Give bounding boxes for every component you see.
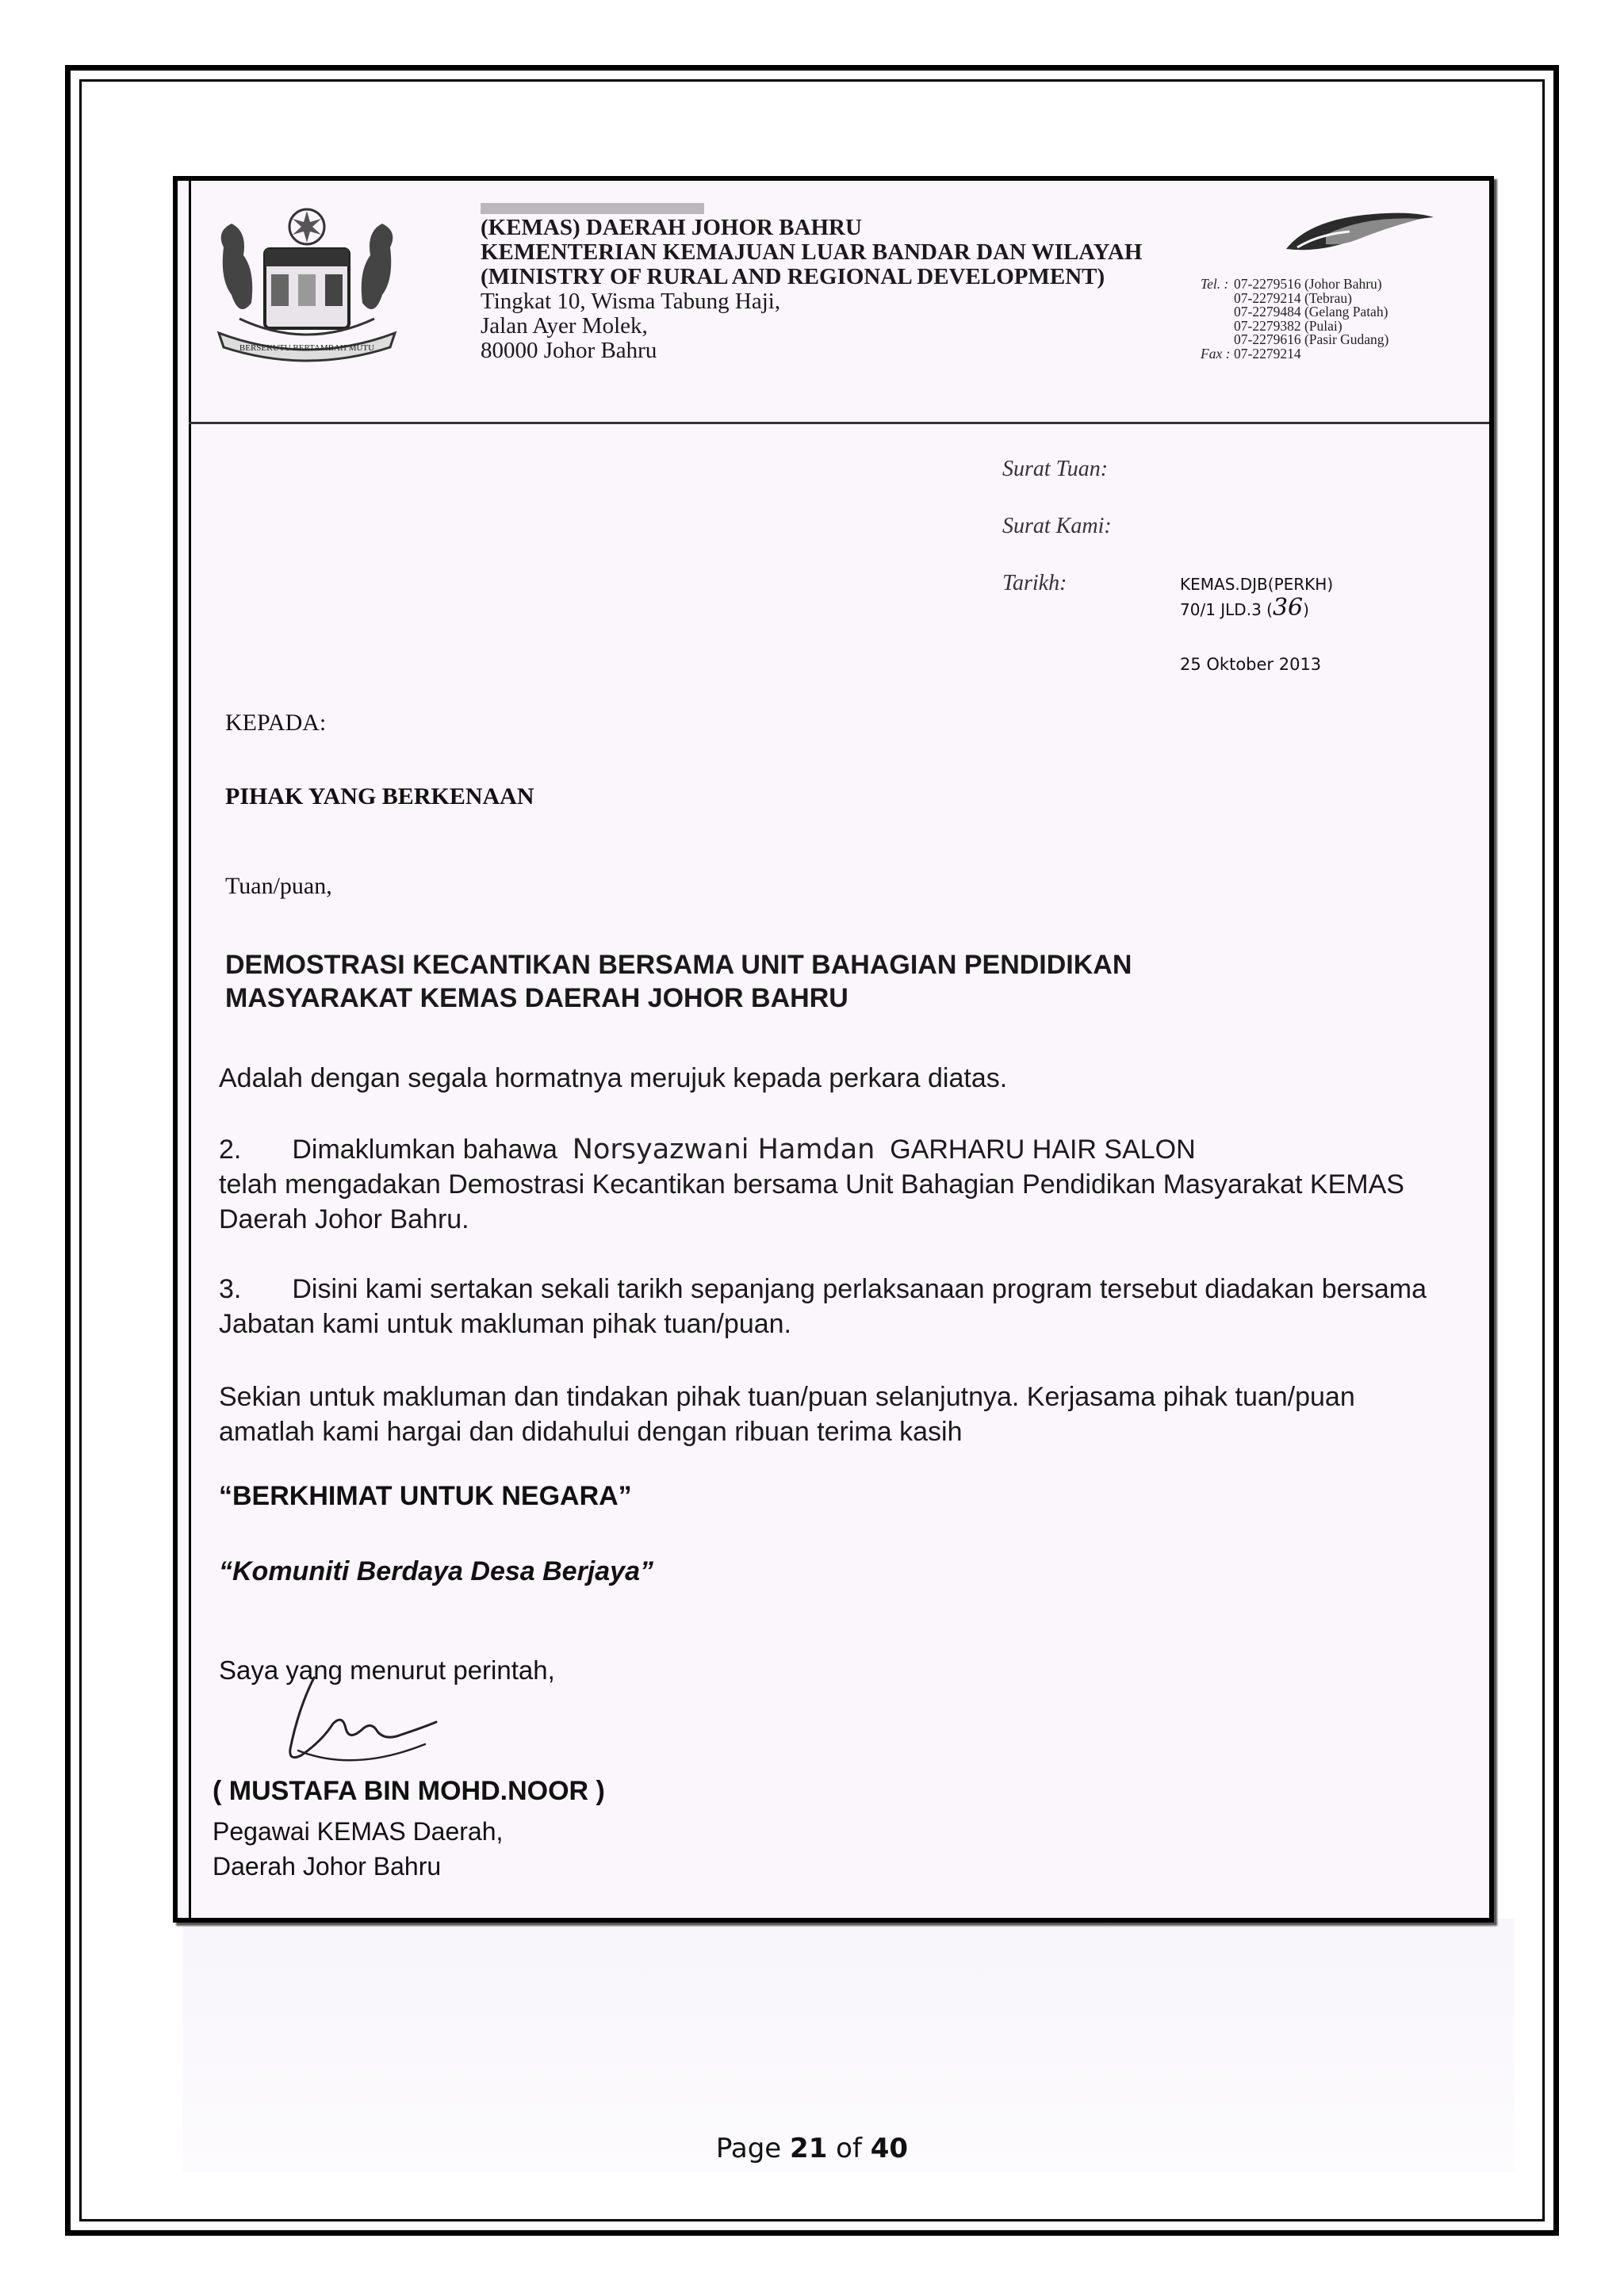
page-total: 40 xyxy=(870,2133,909,2164)
page-prefix: Page xyxy=(715,2133,782,2164)
reference-handwritten: 36 xyxy=(1272,594,1304,622)
reference-number xyxy=(1180,572,1333,622)
salon-name: GARHARU HAIR SALON xyxy=(890,1135,1196,1165)
subject-line-1: DEMOSTRASI KECANTIKAN BERSAMA UNIT BAHAGIAN PENDIDIKAN xyxy=(225,950,1132,980)
letterhead-dept: (KEMAS) DAERAH JOHOR BAHRU xyxy=(481,215,862,240)
reference-line-2: 70/1 JLD.3 ( xyxy=(1180,600,1273,619)
letter-date: 25 Oktober 2013 xyxy=(1180,655,1322,674)
scanned-letter xyxy=(173,176,1494,1923)
phone-number: 07-2279616 (Pasir Gudang) xyxy=(1234,331,1389,347)
kepada-label: KEPADA: xyxy=(225,710,327,736)
fax-number: 07-2279214 xyxy=(1234,345,1301,362)
surat-kami-label: Surat Kami: xyxy=(1002,514,1112,538)
letterhead-faded-line xyxy=(481,203,853,214)
page-of: of xyxy=(836,2133,862,2164)
subject-line-2: MASYARAKAT KEMAS DAERAH JOHOR BAHRU xyxy=(225,983,848,1013)
paragraph-3-text: Disini kami sertakan sekali tarikh sepanjang perlaksanaan program tersebut diadakan bersama Jabatan kami untuk makluman pihak tuan/puan. xyxy=(219,1274,1427,1339)
motto-komuniti: “Komuniti Berdaya Desa Berjaya” xyxy=(219,1556,653,1586)
salutation: Tuan/puan, xyxy=(225,873,332,899)
kemas-logo-icon xyxy=(1278,203,1437,260)
paragraph-1: Adalah dengan segala hormatnya merujuk kepada perkara diatas. xyxy=(219,1063,1008,1093)
signer-name: ( MUSTAFA BIN MOHD.NOOR ) xyxy=(213,1776,605,1806)
motto-berkhidmat: “BERKHIMAT UNTUK NEGARA” xyxy=(219,1481,632,1511)
paragraph-3 xyxy=(219,1272,1456,1341)
letterhead xyxy=(481,203,1178,363)
recipient-name: Norsyazwani Hamdan xyxy=(572,1134,875,1165)
letterhead-ministry-en: (MINISTRY OF RURAL AND REGIONAL DEVELOPMENT) xyxy=(481,264,1105,289)
phone-number: 07-2279214 (Tebrau) xyxy=(1234,289,1352,306)
paragraph-2 xyxy=(219,1132,1456,1237)
recipient: PIHAK YANG BERKENAAN xyxy=(225,783,534,809)
reference-line-1: KEMAS.DJB(PERKH) xyxy=(1180,575,1334,594)
crest-motto: BERSEKUTU BERTAMBAH MUTU xyxy=(239,343,375,353)
reference-close: ) xyxy=(1303,600,1309,619)
paragraph-4: Sekian untuk makluman dan tindakan pihak tuan/puan selanjutnya. Kerjasama pihak tuan/puan amatlah kami hargai dan didahului dengan ribuan terima kasih xyxy=(219,1382,1355,1447)
letterhead-divider xyxy=(189,422,1494,424)
tel-label: Tel. : xyxy=(1201,276,1229,292)
signature-icon xyxy=(266,1662,449,1773)
tarikh-label: Tarikh: xyxy=(1002,571,1067,595)
surat-tuan-label: Surat Tuan: xyxy=(1002,457,1109,481)
signer-position xyxy=(213,1814,503,1884)
subject xyxy=(225,948,1132,1015)
letterhead-ministry: KEMENTERIAN KEMAJUAN LUAR BANDAR DAN WILAYAH xyxy=(481,239,1143,265)
letterhead-address-line: 80000 Johor Bahru xyxy=(481,338,657,363)
phone-number: 07-2279484 (Gelang Patah) xyxy=(1234,304,1388,320)
page-number xyxy=(0,2133,1624,2164)
reference-labels xyxy=(1002,457,1112,628)
page-current: 21 xyxy=(790,2133,828,2164)
paragraph-number: 3. xyxy=(219,1274,242,1304)
letterhead-address-line: Jalan Ayer Molek, xyxy=(481,313,648,339)
paragraph-2-intro: Dimaklumkan bahawa xyxy=(292,1135,557,1165)
letterhead-address-line: Tingkat 10, Wisma Tabung Haji, xyxy=(481,289,781,314)
position-line-1: Pegawai KEMAS Daerah, xyxy=(213,1817,504,1846)
phone-number: 07-2279516 (Johor Bahru) xyxy=(1234,276,1382,292)
paragraph-number: 2. xyxy=(219,1135,242,1165)
paragraph-2-rest: telah mengadakan Demostrasi Kecantikan bersama Unit Bahagian Pendidikan Masyarakat KEMAS Daerah Johor Bahru. xyxy=(219,1169,1404,1234)
contact-block xyxy=(1201,277,1494,361)
fax-label: Fax : xyxy=(1201,345,1231,362)
phone-number: 07-2279382 (Pulai) xyxy=(1234,317,1342,334)
position-line-2: Daerah Johor Bahru xyxy=(213,1852,442,1881)
coat-of-arms-icon xyxy=(208,200,406,366)
closing-line: Saya yang menurut perintah, xyxy=(219,1655,555,1685)
